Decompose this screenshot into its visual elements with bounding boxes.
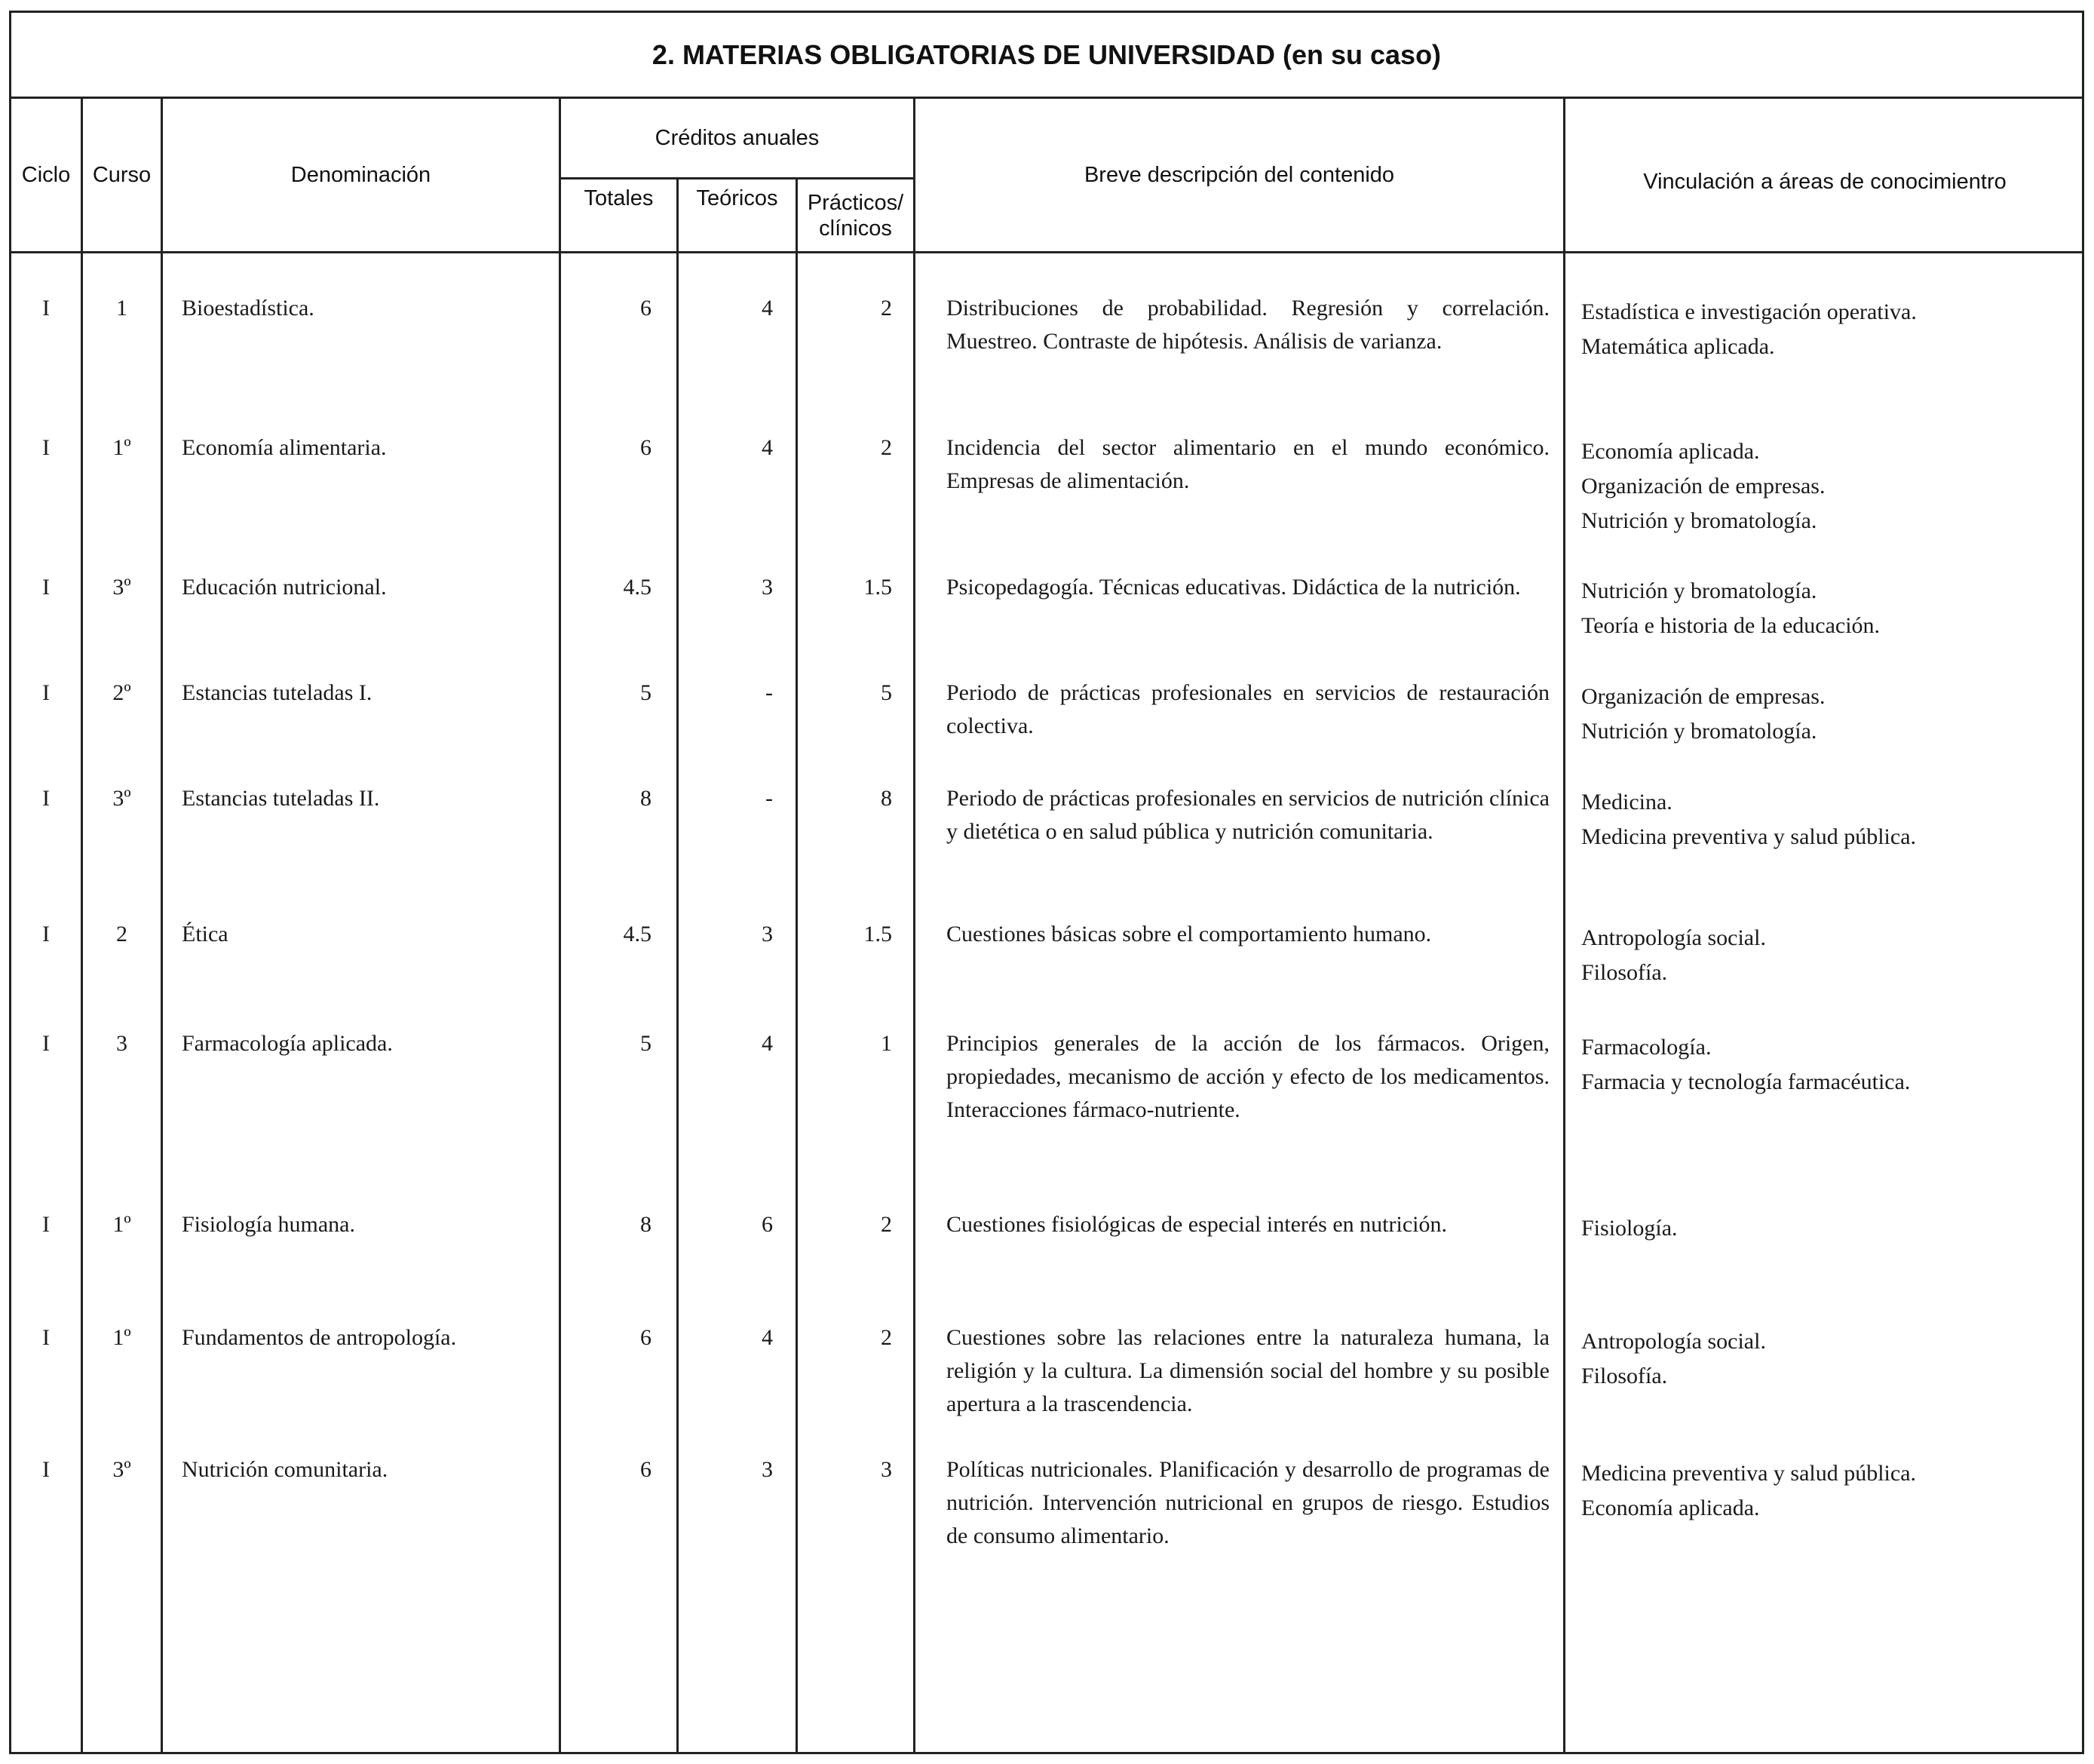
cell-totales: 6 [640, 296, 652, 321]
cell-denominacion: Nutrición comunitaria. [182, 1457, 388, 1482]
cell-descripcion: Psicopedagogía. Técnicas educativas. Didáctica de la nutrición. [946, 575, 1521, 600]
cell-practicos: 2 [881, 1325, 892, 1350]
cell-totales: 6 [640, 1457, 652, 1482]
cell-curso: 2 [116, 922, 127, 946]
cell-teoricos: 4 [762, 1325, 773, 1350]
cell-vinculacion [1581, 1456, 2079, 1526]
cell-ciclo: I [42, 1031, 50, 1056]
cell-ciclo: I [42, 1212, 50, 1237]
cell-vinculacion [1581, 680, 2079, 749]
area-item: Fisiología. [1581, 1216, 1678, 1241]
header-denominacion: Denominación [290, 163, 431, 187]
cell-descripcion: Incidencia del sector alimentario en el mundo económico. Empresas de alimentación. [946, 435, 1550, 493]
header-practicos: Prácticos/ clínicos [807, 190, 904, 241]
cell-vinculacion [1581, 921, 2079, 990]
cell-descripcion: Periodo de prácticas profesionales en servicios de nutrición clínica y dietética o en salud pública y nutrición comunitaria. [946, 786, 1550, 844]
cell-descripcion: Cuestiones básicas sobre el comportamiento humano. [946, 922, 1432, 946]
cell-teoricos: 3 [762, 575, 773, 600]
cell-curso: 3º [112, 575, 131, 600]
cell-ciclo: I [42, 1457, 50, 1482]
cell-denominacion: Estancias tuteladas II. [182, 786, 380, 811]
cell-practicos: 1.5 [863, 922, 892, 946]
cell-teoricos: 3 [762, 1457, 773, 1482]
cell-vinculacion [1581, 1324, 2079, 1394]
cell-denominacion: Educación nutricional. [182, 575, 387, 600]
header-curso: Curso [92, 163, 152, 187]
area-item: Nutrición y bromatología. [1581, 719, 1817, 744]
cell-ciclo: I [42, 296, 50, 321]
cell-practicos: 3 [881, 1457, 892, 1482]
cell-ciclo: I [42, 575, 50, 600]
cell-descripcion: Periodo de prácticas profesionales en servicios de restauración colectiva. [946, 680, 1550, 738]
cell-denominacion: Fisiología humana. [182, 1212, 355, 1237]
cell-curso: 3 [116, 1031, 127, 1056]
cell-totales: 8 [640, 786, 652, 811]
area-item: Antropología social. [1581, 1329, 1766, 1354]
area-item: Filosofía. [1581, 1364, 1668, 1388]
header-ciclo: Ciclo [21, 163, 71, 187]
area-item: Farmacología. [1581, 1035, 1712, 1060]
area-item: Teoría e historia de la educación. [1581, 613, 1881, 638]
cell-totales: 6 [640, 435, 652, 460]
cell-teoricos: 4 [762, 296, 773, 321]
cell-curso: 2º [112, 680, 131, 705]
cell-curso: 1º [112, 435, 131, 460]
document-table [9, 11, 2084, 1754]
cell-teoricos: 3 [762, 922, 773, 946]
cell-totales: 5 [640, 680, 652, 705]
cell-vinculacion [1581, 1211, 2079, 1246]
area-item: Nutrición y bromatología. [1581, 508, 1817, 533]
cell-curso: 3º [112, 1457, 131, 1482]
cell-descripcion: Cuestiones fisiológicas de especial interés en nutrición. [946, 1212, 1447, 1237]
cell-curso: 1 [116, 296, 127, 321]
cell-totales: 4.5 [623, 575, 652, 600]
cell-denominacion: Ética [182, 922, 228, 946]
col-divider [1563, 99, 1565, 1754]
cell-totales: 5 [640, 1031, 652, 1056]
cell-curso: 3º [112, 786, 131, 811]
col-divider [676, 177, 679, 1754]
col-divider [161, 99, 163, 1754]
cell-denominacion: Fundamentos de antropología. [182, 1325, 457, 1350]
cell-practicos: 1 [881, 1031, 892, 1056]
header-totales: Totales [584, 186, 654, 210]
cell-teoricos: 4 [762, 1031, 773, 1056]
cell-curso: 1º [112, 1212, 131, 1237]
cell-teoricos: - [765, 680, 773, 705]
cell-teoricos: 6 [762, 1212, 773, 1237]
cell-practicos: 2 [881, 1212, 892, 1237]
col-divider [913, 99, 915, 1754]
cell-ciclo: I [42, 680, 50, 705]
col-divider [796, 177, 798, 1754]
header-vinculacion: Vinculación a áreas de conocimientro [1643, 170, 2007, 194]
cell-practicos: 5 [881, 680, 892, 705]
area-item: Medicina preventiva y salud pública. [1581, 824, 1917, 849]
cell-vinculacion [1581, 434, 2079, 538]
cell-ciclo: I [42, 1325, 50, 1350]
area-item: Estadística e investigación operativa. [1581, 299, 1917, 324]
cell-totales: 6 [640, 1325, 652, 1350]
cell-descripcion: Cuestiones sobre las relaciones entre la naturaleza humana, la religión y la cultura. La dimensión social del hombre y su posible apertura a la trascendencia. [946, 1325, 1550, 1416]
cell-totales: 4.5 [623, 922, 652, 946]
cell-ciclo: I [42, 922, 50, 946]
cell-descripcion: Principios generales de la acción de los fármacos. Origen, propiedades, mecanismo de acción y efecto de los medicamentos. Interacciones fármaco-nutriente. [946, 1031, 1550, 1122]
cell-totales: 8 [640, 1212, 652, 1237]
cell-vinculacion [1581, 295, 2079, 364]
cell-denominacion: Estancias tuteladas I. [182, 680, 373, 705]
header-teoricos: Teóricos [696, 186, 778, 210]
header-descripcion: Breve descripción del contenido [1084, 163, 1395, 187]
cell-teoricos: 4 [762, 435, 773, 460]
area-item: Filosofía. [1581, 960, 1668, 985]
cell-teoricos: - [765, 786, 773, 811]
area-item: Economía aplicada. [1581, 439, 1760, 464]
cell-ciclo: I [42, 435, 50, 460]
page-title: 2. MATERIAS OBLIGATORIAS DE UNIVERSIDAD (en su caso) [11, 13, 2082, 99]
area-item: Economía aplicada. [1581, 1496, 1760, 1520]
cell-denominacion: Farmacología aplicada. [182, 1031, 393, 1056]
area-item: Antropología social. [1581, 925, 1766, 950]
cell-practicos: 1.5 [863, 575, 892, 600]
area-item: Organización de empresas. [1581, 474, 1826, 499]
area-item: Nutrición y bromatología. [1581, 578, 1817, 603]
cell-practicos: 2 [881, 296, 892, 321]
cell-vinculacion [1581, 574, 2079, 643]
cell-denominacion: Bioestadística. [182, 296, 314, 321]
cell-descripcion: Políticas nutricionales. Planificación y desarrollo de programas de nutrición. Intervención nutricional en grupos de riesgo. Estudios de consumo alimentario. [946, 1457, 1550, 1548]
area-item: Medicina preventiva y salud pública. [1581, 1461, 1917, 1486]
cell-curso: 1º [112, 1325, 131, 1350]
cell-vinculacion [1581, 1030, 2079, 1100]
cell-practicos: 2 [881, 435, 892, 460]
cell-denominacion: Economía alimentaria. [182, 435, 387, 460]
header-creditos: Créditos anuales [655, 126, 820, 150]
cell-ciclo: I [42, 786, 50, 811]
area-item: Matemática aplicada. [1581, 334, 1775, 359]
cell-practicos: 8 [881, 786, 892, 811]
cell-descripcion: Distribuciones de probabilidad. Regresión y correlación. Muestreo. Contraste de hipótesis. Análisis de varianza. [946, 296, 1550, 354]
area-item: Farmacia y tecnología farmacéutica. [1581, 1069, 1911, 1094]
area-item: Organización de empresas. [1581, 684, 1826, 709]
area-item: Medicina. [1581, 790, 1672, 815]
cell-vinculacion [1581, 785, 2079, 854]
